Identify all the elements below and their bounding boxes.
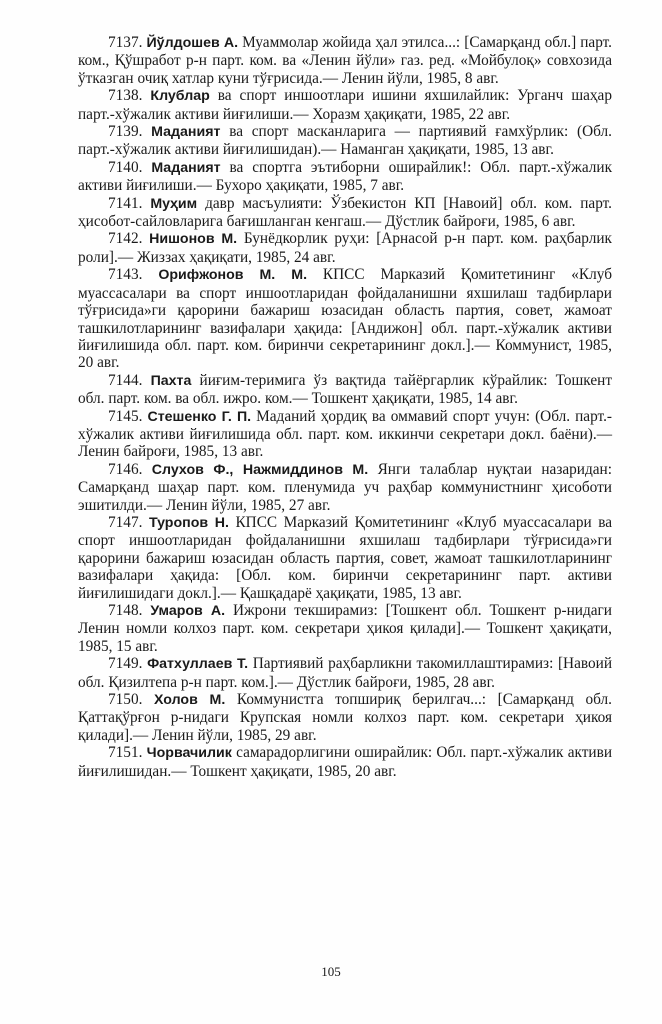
bibliography-entry (78, 159, 612, 195)
entry-author: Фатхуллаев Т. (147, 656, 249, 673)
entry-text: Муаммолар жойида ҳал этилса...: [Самарқанд обл.] парт. ком., Қўшработ р-н парт. ком. ва «Ленин йўли» газ. ред. «Мойбулоқ» совхозида ўтказган очиқ хатлар куни тўғрисида.— Ленин йўли, 1985, 8 авг. (78, 34, 613, 87)
entry-number: 7144. (108, 371, 143, 389)
entry-number: 7140. (108, 158, 143, 176)
entry-author: Слухов Ф., Нажмиддинов М. (151, 461, 369, 478)
entry-number: 7139. (108, 123, 143, 141)
entry-text: давр масъулияти: Ўзбекистон КП [Навоий] обл. ком. парт. ҳисобот-сайловларига бағишланган кенгаш.— Дўстлик байроғи, 1985, 6 авг. (78, 194, 613, 231)
entry-text: Коммунистга топшириқ берилгач...: [Самарқанд обл. Қаттақўрғон р-нидаги Крупская номли колхоз парт. ком. секретари ҳикоя қилади].— Ленин йўли, 1985, 29 авг. (78, 691, 612, 744)
bibliography-entry (78, 34, 612, 87)
entry-number: 7142. (108, 230, 143, 248)
entry-number: 7150. (108, 691, 143, 709)
entry-number: 7149. (108, 655, 143, 673)
bibliography-entries (78, 34, 612, 780)
entry-author: Маданият (151, 159, 221, 176)
entry-number: 7146. (108, 460, 143, 478)
entry-author: Нишонов М. (149, 231, 238, 248)
bibliography-entry (78, 691, 612, 744)
page-number: 105 (321, 964, 341, 979)
bibliography-entry (78, 408, 612, 461)
entry-text: КПСС Марказий Қомитетининг «Клуб муассасалари ва спорт иншоотларидан фойдаланишни яхшилаш тадбирлари тўғрисида»ги қарорини бажариш юзасидан область партия, совет, жамоат ташкилотларининг вазифалари ҳақида: [Андижон] обл. парт.-хўжалик активи йиғилишида обл. парт. ком. биринчи секретарининг докл.].— Коммунист, 1985, 20 авг. (78, 266, 612, 372)
entry-text: ва спортга эътиборни оширайлик!: Обл. парт.-хўжалик активи йиғилиши.— Бухоро ҳақиқати, 1985, 7 авг. (78, 158, 612, 195)
entry-text: Партиявий раҳбарликни такомиллаштирамиз: [Навоий обл. Қизилтепа р-н парт. ком.].— Дўстлик байроғи, 1985, 28 авг. (78, 655, 613, 691)
entry-author: Муҳим (150, 195, 198, 212)
entry-author: Туропов Н. (148, 514, 229, 531)
entry-number: 7137. (108, 34, 143, 51)
entry-text: Ижрони текширамиз: [Тошкент обл. Тошкент р-нидаги Ленин номли колхоз парт. ком. секретари ҳикоя қилади].— Тошкент ҳақиқати, 1985, 15 авг. (78, 602, 612, 655)
bibliography-entry (78, 266, 612, 371)
entry-number: 7148. (108, 602, 143, 619)
entry-author: Орифжонов М. М. (158, 267, 308, 284)
bibliography-entry (78, 514, 612, 602)
bibliography-entry (78, 123, 612, 159)
entry-author: Маданият (151, 124, 221, 141)
bibliography-entry (78, 87, 612, 123)
entry-author: Йўлдошев А. (146, 35, 239, 51)
entry-text: Маданий ҳордиқ ва оммавий спорт учун: (Обл. парт.-хўжалик активи йиғилишида обл. парт. ком. иккинчи секретари докл. баёни).— Ленин байроғи, 1985, 13 авг. (78, 407, 612, 461)
entry-text: йиғим-теримига ўз вақтида тайёргарлик кўрайлик: Тошкент обл. парт. ком. ва обл. ижро. ком.— Тошкент ҳақиқати, 1985, 14 авг. (78, 371, 613, 408)
bibliography-entry (78, 230, 612, 266)
entry-text: ва спорт иншоотлари ишини яхшилайлик: Урганч шаҳар парт.-хўжалик активи йиғилиши.— Хоразм ҳақиқати, 1985, 22 авг. (78, 87, 612, 123)
entry-number: 7143. (108, 266, 143, 284)
entry-number: 7147. (108, 513, 143, 531)
entry-number: 7138. (108, 87, 143, 105)
entry-number: 7141. (108, 194, 143, 212)
bibliography-entry (78, 461, 612, 514)
entry-author: Умаров А. (150, 603, 226, 619)
bibliography-entry (78, 744, 612, 780)
entry-text: ва спорт масканларига — партиявий ғамхўрлик: (Обл. парт.-хўжалик активи йиғилишидан).— Наманган ҳақиқати, 1985, 13 авг. (78, 123, 612, 159)
entry-text: КПСС Марказий Қомитетининг «Клуб муассасалари ва спорт иншоотларидан фойдаланишни яхшилаш тадбирлари тўғрисида»ги қарорини бажариш юзасидан область партия, совет, жамоат ташкилотларининг вазифалари ҳақида: [Обл. ком. биринчи секретарининг парт. активи йиғилишидаги докл.].— Қашқадарё ҳақиқати, 1985, 13 авг. (78, 513, 613, 602)
bibliography-entry (78, 372, 612, 408)
bibliography-entry (78, 602, 612, 655)
entry-author: Холов М. (154, 692, 226, 709)
entry-number: 7145. (108, 407, 143, 425)
entry-text: Бунёдкорлик руҳи: [Арнасой р-н парт. ком. раҳбарлик роли].— Жиззах ҳақиқати, 1985, 24 авг. (78, 230, 612, 266)
entry-number: 7151. (108, 744, 143, 762)
bibliography-entry (78, 195, 612, 231)
entry-author: Чорвачилик (146, 745, 232, 762)
entry-author: Пахта (150, 372, 192, 389)
entry-author: Клублар (150, 88, 210, 105)
entry-text: самарадорлигини оширайлик: Обл. парт.-хўжалик активи йиғилишидан.— Тошкент ҳақиқати, 1985, 20 авг. (78, 744, 613, 780)
bibliography-entry (78, 655, 612, 691)
entry-text: Янги талаблар нуқтаи назаридан: Самарқанд шаҳар парт. ком. пленумида уч раҳбар коммунистнинг ҳисоботи эшитилди.— Ленин йўли, 1985, 27 авг. (78, 460, 612, 514)
entry-author: Стешенко Г. П. (147, 408, 252, 425)
